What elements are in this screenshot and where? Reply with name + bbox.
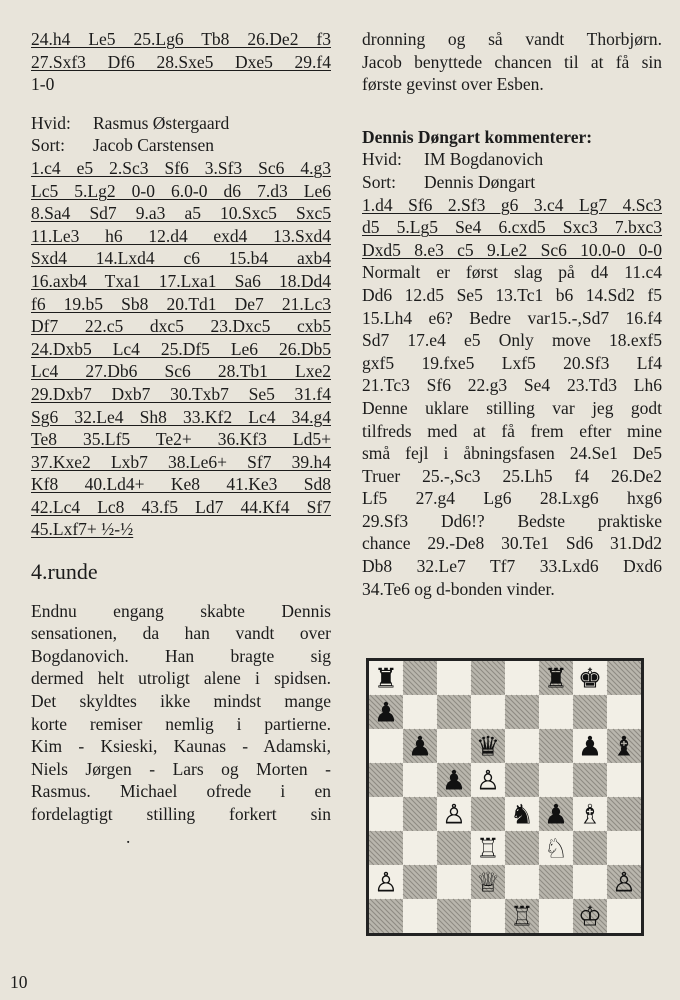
board-square-h5 (607, 763, 641, 797)
move-line: 11.Le3 h6 12.d4 exd4 13.Sxd4 (31, 225, 331, 246)
annotation-line: chance 29.-De8 30.Te1 Sd6 31.Dd2 (362, 533, 662, 554)
annotation-line: 21.Tc3 Sf6 22.g3 Se4 23.Td3 Lh6 (362, 375, 662, 396)
black-player: Jacob Carstensen (93, 135, 215, 156)
move-line: Te8 35.Lf5 Te2+ 36.Kf3 Ld5+ (31, 429, 331, 450)
move-list (362, 194, 662, 262)
black-label: Sort: (362, 171, 397, 192)
board-square-e2 (505, 865, 539, 899)
intro-line-last: første gevinst over Esben. (362, 74, 544, 95)
move-line: 29.Dxb7 Dxb7 30.Txb7 Se5 31.f4 (31, 383, 331, 404)
annotation-line: 15.Lh4 e6? Bedre var15.-,Sd7 16.f4 (362, 307, 662, 328)
round-heading: 4.runde (31, 559, 98, 585)
paragraph-line: fordelagtigt stilling forkert sin (31, 804, 331, 824)
paragraph-line: Endnu engang skabte Dennis (31, 600, 331, 621)
black-queen-icon: ♛ (475, 731, 501, 763)
annotation-line: 29.Sf3 Dd6!? Bedste praktiske (362, 510, 662, 531)
white-rook-icon: ♖ (475, 833, 501, 865)
board-square-b7 (403, 695, 437, 729)
move-line: Df7 22.c5 dxc5 23.Dxc5 cxb5 (31, 316, 331, 337)
white-player-row (362, 148, 662, 171)
board-square-f7 (539, 695, 573, 729)
move-line: 1.d4 Sf6 2.Sf3 g6 3.c4 Lg7 4.Sc3 (362, 194, 662, 215)
board-square-e6 (505, 729, 539, 763)
black-bishop-icon: ♝ (611, 731, 637, 763)
move-line: Sg6 32.Le4 Sh8 33.Kf2 Lc4 34.g4 (31, 406, 331, 427)
annotation-line-last: 34.Te6 og d-bonden vinder. (362, 578, 555, 599)
white-player: IM Bogdanovich (424, 149, 544, 170)
board-square-f5 (539, 763, 573, 797)
annotation-line: små fejl i åbningsfasen 24.Se1 De5 (362, 443, 662, 464)
white-pawn-icon: ♙ (373, 867, 399, 899)
board-square-d7 (471, 695, 505, 729)
white-pawn-icon: ♙ (441, 799, 467, 831)
board-square-g2 (573, 865, 607, 899)
board-square-a6 (369, 729, 403, 763)
right-column (362, 28, 662, 600)
board-square-d1 (471, 899, 505, 933)
move-line: Sxd4 14.Lxd4 c6 15.b4 axb4 (31, 248, 331, 269)
black-knight-icon: ♞ (509, 799, 535, 831)
black-pawn-icon: ♟ (441, 765, 467, 797)
black-pawn-icon: ♟ (543, 799, 569, 831)
annotation-line: gxf5 19.fxe5 Lxf5 20.Sf3 Lf4 (362, 352, 662, 373)
move-line: 1.c4 e5 2.Sc3 Sf6 3.Sf3 Sc6 4.g3 (31, 157, 331, 178)
white-rook-icon: ♖ (509, 901, 535, 933)
move-line: Lc4 27.Db6 Sc6 28.Tb1 Lxe2 (31, 361, 331, 382)
left-column (31, 28, 331, 848)
annotation-text (362, 261, 662, 600)
annotation-line: Dd6 12.d5 Se5 13.Tc1 b6 14.Sd2 f5 (362, 284, 662, 305)
annotation-line: Sd7 17.e4 e5 Only move 18.exf5 (362, 330, 662, 351)
black-label: Sort: (31, 135, 66, 156)
black-king-icon: ♚ (577, 663, 603, 695)
move-line: 24.Dxb5 Lc4 25.Df5 Le6 26.Db5 (31, 338, 331, 359)
move-line: 42.Lc4 Lc8 43.f5 Ld7 44.Kf4 Sf7 (31, 496, 331, 517)
annotation-line: Truer 25.-,Sc3 25.Lh5 f4 26.De2 (362, 465, 662, 486)
move-line: 37.Kxe2 Lxb7 38.Le6+ Sf7 39.h4 (31, 451, 331, 472)
white-label: Hvid: (31, 112, 71, 133)
annotation-line: Denne uklare stilling var jeg godt (362, 397, 662, 418)
move-line: 8.Sa4 Sd7 9.a3 a5 10.Sxc5 Sxc5 (31, 203, 331, 224)
paragraph-line: sensationen, da han vandt over (31, 623, 331, 644)
paragraph-line: Kim - Ksieski, Kaunas - Adamski, (31, 736, 331, 757)
white-bishop-icon: ♗ (577, 799, 603, 831)
board-square-a4 (369, 797, 403, 831)
white-king-icon: ♔ (577, 901, 603, 933)
game-result: 1-0 (31, 74, 55, 95)
white-pawn-icon: ♙ (611, 867, 637, 899)
annotation-line: Db8 32.Le7 Tf7 33.Lxd6 Dxd6 (362, 556, 662, 577)
game-end-line: 24.h4 Le5 25.Lg6 Tb8 26.De2 f3 (31, 29, 331, 49)
game-end-line: 27.Sxf3 Df6 28.Sxe5 Dxe5 29.f4 (31, 51, 331, 72)
black-player-row (31, 134, 331, 157)
black-player: Dennis Døngart (424, 171, 536, 192)
intro-line: dronning og så vandt Thorbjørn. (362, 29, 662, 49)
board-square-b1 (403, 899, 437, 933)
paragraph-line: Niels Jørgen - Lars og Morten - (31, 758, 331, 779)
black-rook-icon: ♜ (543, 663, 569, 695)
page-number: 10 (10, 972, 28, 992)
board-square-f1 (539, 899, 573, 933)
black-player-row (362, 171, 662, 194)
black-pawn-icon: ♟ (577, 731, 603, 763)
move-line: Dxd5 8.e3 c5 9.Le2 Sc6 10.0-0 0-0 (362, 239, 662, 260)
white-queen-icon: ♕ (475, 867, 501, 899)
intro-line: Jacob benyttede chancen til at få sin (362, 51, 662, 72)
chess-board-svg (369, 661, 641, 933)
move-line: f6 19.b5 Sb8 20.Td1 De7 21.Lc3 (31, 293, 331, 314)
annotation-line: Normalt er først slag på d4 11.c4 (362, 262, 662, 283)
comment-heading: Dennis Døngart kommenterer: (362, 126, 593, 147)
board-square-h3 (607, 831, 641, 865)
move-list (31, 157, 331, 541)
round-paragraph (31, 600, 331, 849)
paragraph-line-last: . (126, 826, 131, 847)
white-player-row (31, 112, 331, 135)
black-rook-icon: ♜ (373, 663, 399, 695)
paragraph-line: Bogdanovich. Han bragte sig (31, 645, 331, 666)
annotation-line: tilfreds med at få frem efter mine (362, 420, 662, 441)
paragraph-line: korte remiser nemlig i partierne. (31, 713, 331, 734)
board-square-b5 (403, 763, 437, 797)
board-square-h7 (607, 695, 641, 729)
chess-board-diagram (366, 658, 644, 936)
white-player: Rasmus Østergaard (93, 112, 230, 133)
move-line-last: 45.Lxf7+ ½-½ (31, 519, 134, 540)
black-pawn-icon: ♟ (407, 731, 433, 763)
move-line: 16.axb4 Txa1 17.Lxa1 Sa6 18.Dd4 (31, 270, 331, 291)
paragraph-line: dermed helt utroligt alene i spidsen. (31, 668, 331, 689)
move-line: Lc5 5.Lg2 0-0 6.0-0 d6 7.d3 Le6 (31, 180, 331, 201)
board-square-c8 (437, 661, 471, 695)
white-knight-icon: ♘ (543, 833, 569, 865)
black-pawn-icon: ♟ (373, 697, 399, 729)
paragraph-line: Det skyldtes ikke mindst mange (31, 691, 331, 712)
annotation-line: Lf5 27.g4 Lg6 28.Lxg6 hxg6 (362, 488, 662, 509)
board-square-c6 (437, 729, 471, 763)
board-square-e8 (505, 661, 539, 695)
white-pawn-icon: ♙ (475, 765, 501, 797)
move-line: d5 5.Lg5 Se4 6.cxd5 Sxc3 7.bxc3 (362, 217, 662, 238)
board-square-h1 (607, 899, 641, 933)
board-square-b3 (403, 831, 437, 865)
board-square-c2 (437, 865, 471, 899)
white-label: Hvid: (362, 149, 402, 170)
paragraph-line: Rasmus. Michael ofrede i en (31, 781, 331, 802)
move-line: Kf8 40.Ld4+ Ke8 41.Ke3 Sd8 (31, 474, 331, 495)
